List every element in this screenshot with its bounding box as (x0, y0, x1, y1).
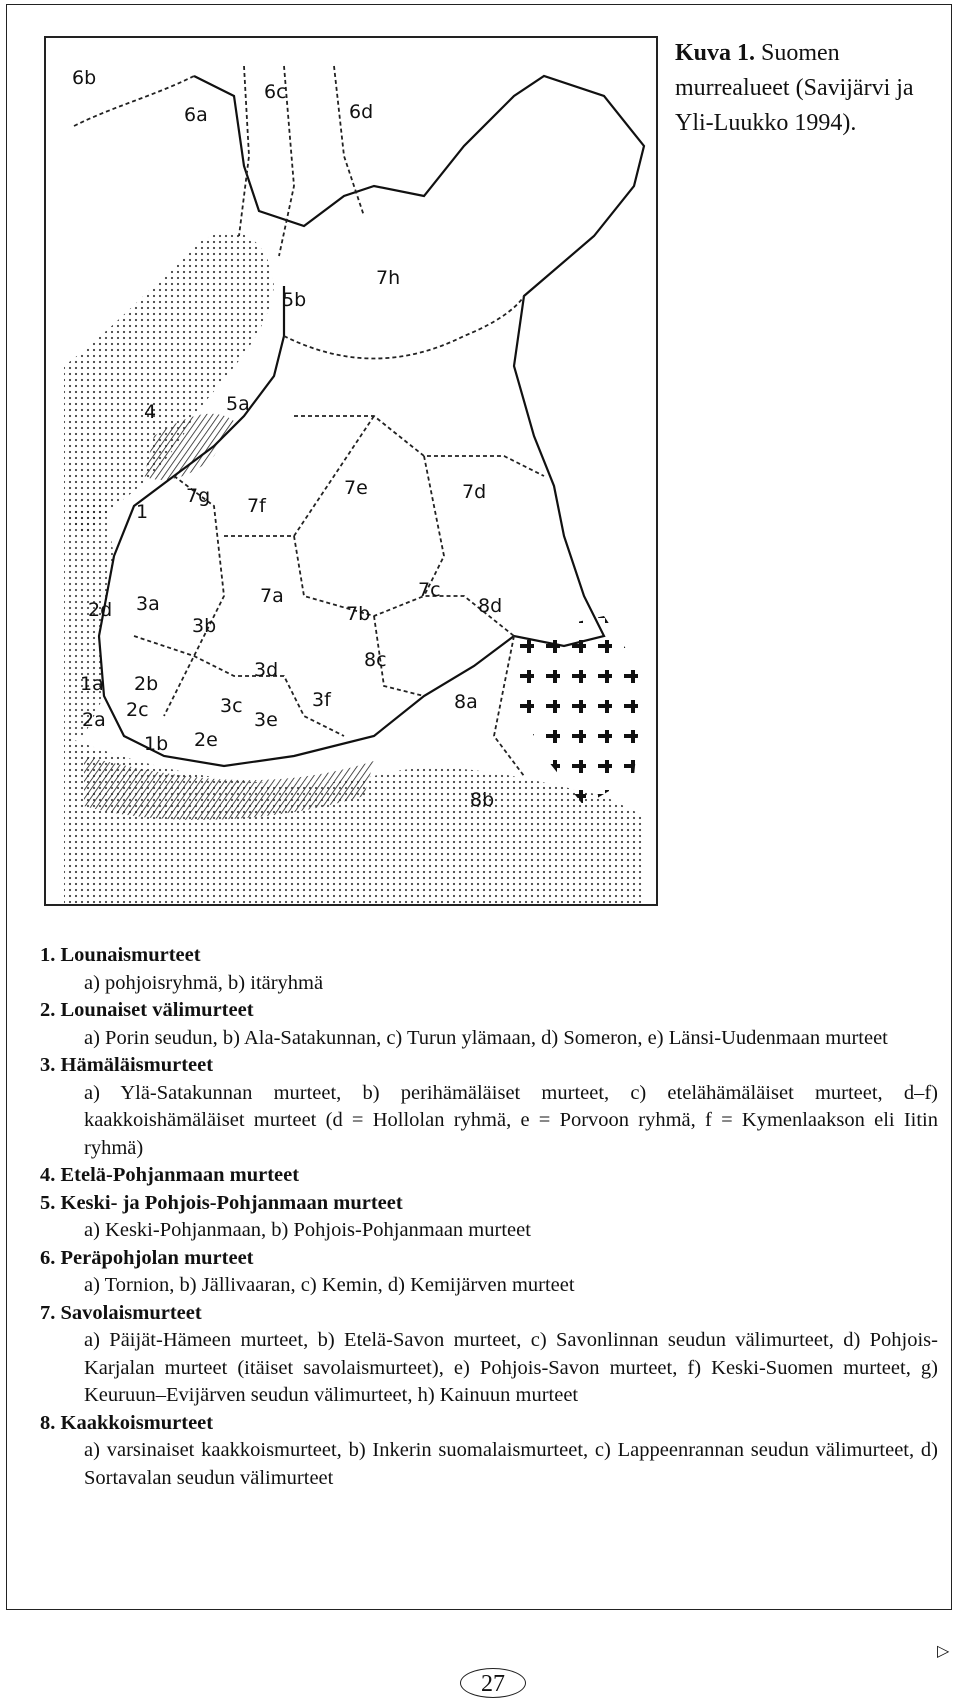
region-label: 3c (220, 695, 243, 717)
legend-subitems: a) varsinaiset kaakkoismurteet, b) Inkerin suomalaismurteet, c) Lappeenrannan seudun välimurteet, d) Sortavalan seudun välimurteet (84, 1439, 938, 1489)
next-page-arrow-icon[interactable]: ▷ (937, 1643, 950, 1660)
region-label: 5b (282, 289, 307, 311)
caption-label: Kuva 1. (675, 40, 756, 66)
region-label: 7a (260, 585, 284, 607)
legend-heading: 3. Hämäläismurteet (40, 1054, 214, 1076)
region-label: 6a (184, 104, 208, 126)
legend-heading: 1. Lounaismurteet (40, 944, 201, 966)
region-label: 2c (126, 699, 149, 721)
region-label: 8c (364, 649, 387, 671)
region-label: 7c (418, 579, 441, 601)
legend-heading: 4. Etelä-Pohjanmaan murteet (40, 1164, 300, 1186)
region-label: 6c (264, 81, 287, 103)
legend-subitems: a) Tornion, b) Jällivaaran, c) Kemin, d) Kemijärven murteet (84, 1274, 575, 1296)
region-label: 7g (186, 485, 211, 507)
legend-subitems: a) Keski-Pohjanmaan, b) Pohjois-Pohjanmaan murteet (84, 1219, 531, 1241)
legend-heading: 5. Keski- ja Pohjois-Pohjanmaan murteet (40, 1191, 403, 1214)
dialect-map (44, 36, 658, 906)
region-label: 3b (192, 615, 217, 637)
legend-subitems: a) Ylä-Satakunnan murteet, b) perihämäläiset murteet, c) etelähämäläiset murteet, d–f) kaakkoishämäläiset murteet (d = Hollolan ryhmä, e = Porvoon ryhmä, f = Kymenlaakson eli Iitin ryhmä) (84, 1081, 938, 1159)
region-label: 3e (254, 709, 278, 731)
region-label: 2d (88, 599, 113, 621)
figure-caption (675, 36, 945, 141)
region-label: 1a (80, 673, 104, 695)
region-label: 4 (144, 401, 157, 423)
legend-heading: 8. Kaakkoismurteet (40, 1411, 214, 1434)
region-label: 7e (344, 477, 368, 499)
area-8d-crosses (514, 616, 644, 806)
region-label: 6d (349, 101, 374, 123)
region-label: 7h (376, 267, 401, 289)
legend-subitems: a) pohjoisryhmä, b) itäryhmä (84, 971, 324, 994)
legend-subitems: a) Porin seudun, b) Ala-Satakunnan, c) Turun ylämaan, d) Someron, e) Länsi-Uudenmaan murteet (84, 1026, 888, 1049)
region-label: 8d (478, 595, 503, 617)
legend-heading: 6. Peräpohjolan murteet (40, 1246, 254, 1269)
region-label: 3a (136, 593, 160, 615)
region-label: 3d (254, 659, 279, 681)
region-label: 2b (134, 673, 159, 695)
region-label: 8b (470, 789, 495, 811)
region-label: 5a (226, 393, 250, 415)
legend-heading: 7. Savolaismurteet (40, 1301, 202, 1324)
region-label: 7f (247, 495, 266, 517)
region-label: 7b (346, 603, 371, 625)
region-label: 2e (194, 729, 218, 751)
region-label: 8a (454, 691, 478, 713)
region-label: 1 (136, 501, 149, 523)
region-label: 1b (144, 733, 169, 755)
region-label: 2a (82, 709, 106, 731)
caption-text: Suomen murrealueet (Savijärvi ja Yli-Luukko 1994). (675, 40, 914, 136)
region-label: 3f (312, 689, 331, 711)
sea-gulf-of-bothnia (64, 232, 274, 536)
legend-subitems: a) Päijät-Hämeen murteet, b) Etelä-Savon murteet, c) Savonlinnan seudun välimurteet, d) Pohjois-Karjalan murteet (itäiset savolaismurteet), e) Pohjois-Savon murteet, f) Keski-Suomen murteet, g) Keuruun–Evijärven seudun välimurteet, h) Kainuun murteet (84, 1329, 938, 1406)
region-label: 7d (462, 481, 487, 503)
legend-heading: 2. Lounaiset välimurteet (40, 999, 254, 1021)
region-label: 6b (72, 67, 97, 89)
page-number: 27 (460, 1668, 526, 1698)
legend (40, 942, 938, 1492)
